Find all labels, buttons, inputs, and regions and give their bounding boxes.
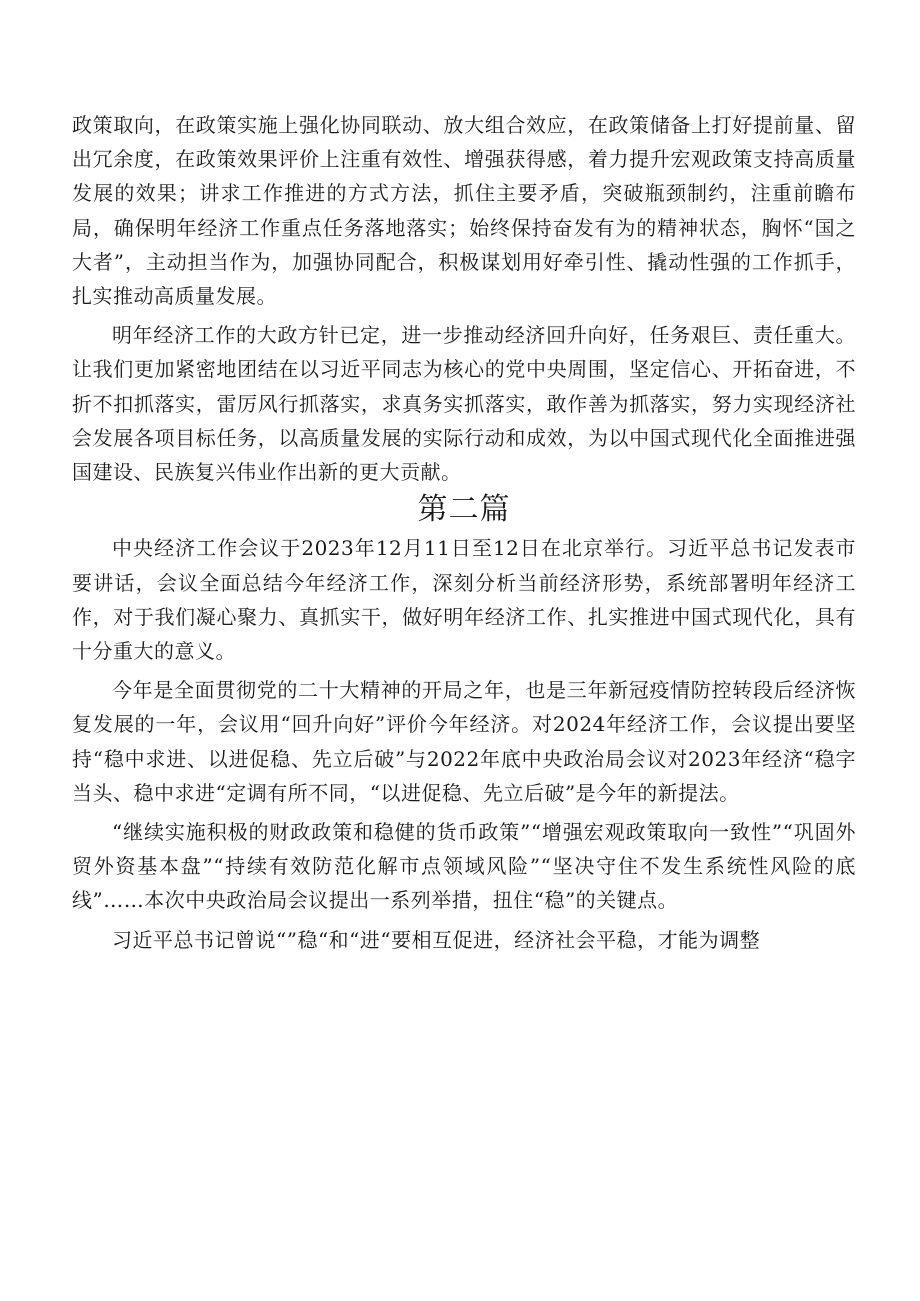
paragraph-continued: 政策取向，在政策实施上强化协同联动、放大组合效应，在政策储备上打好提前量、留出冗余度，在政策效果评价上注重有效性、增强获得感，着力提升宏观政策支持高质量发展的效果；讲求工作推进的方式方法，抓住主要矛盾，突破瓶颈制约，注重前瞻布局，确保明年经济工作重点任务落地落实；始终保持奋发有为的精神状态，胸怀“国之大者”，主动担当作为，加强协同配合，积极谋划用好牵引性、撬动性强的工作抓手，扎实推动高质量发展。	[72, 113, 856, 309]
paragraph: 中央经济工作会议于2023年12月11日至12日在北京举行。习近平总书记发表市要讲话，会议全面总结今年经济工作，深刻分析当前经济形势，系统部署明年经济工作，对于我们凝心聚力、真抓实干，做好明年经济工作、扎实推进中国式现代化，具有十分重大的意义。	[72, 536, 856, 664]
paragraph: 明年经济工作的大政方针已定，进一步推动经济回升向好，任务艰巨、责任重大。让我们更加紧密地团结在以习近平同志为核心的党中央周围，坚定信心、开拓奋进，不折不扣抓落实，雷厉风行抓落实，求真务实抓落实，敢作善为抓落实，努力实现经济社会发展各项目标任务，以高质量发展的实际行动和成效，为以中国式现代化全面推进强国建设、民族复兴伟业作出新的更大贡献。	[72, 323, 856, 485]
section-heading: 第二篇	[417, 492, 511, 528]
paragraph: “继续实施积极的财政政策和稳健的货币政策”“增强宏观政策取向一致性”“巩固外贸外资基本盘”“持续有效防范化解市点领域风险”“坚决守住不发生系统性风险的底线”……本次中央政治局会议提出一系列举措，扭住“稳”的关键点。	[72, 820, 856, 913]
paragraph: 今年是全面贯彻党的二十大精神的开局之年，也是三年新冠疫情防控转段后经济恢复发展的一年，会议用“回升向好”评价今年经济。对2024年经济工作，会议提出要坚持“稳中求进、以进促稳、先立后破”与2022年底中央政治局会议对2023年经济“稳字当头、稳中求进“定调有所不同，“以进促稳、先立后破”是今年的新提法。	[72, 678, 856, 805]
paragraph-truncated: 习近平总书记曾说“”稳“和“进“要相互促进，经济社会平稳，才能为调整	[112, 927, 761, 952]
